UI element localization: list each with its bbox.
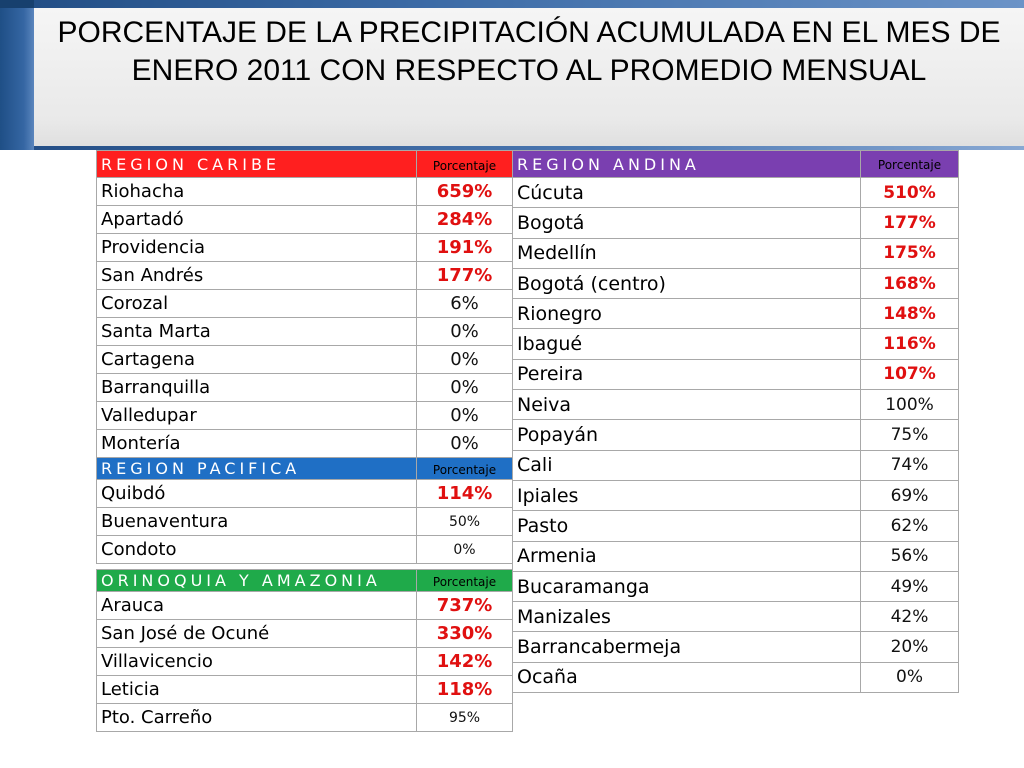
percent-value: 69% [861,480,959,510]
table-row [513,511,959,541]
city-name: Cúcuta [513,178,861,208]
pacifica-header-pct [417,458,513,480]
table-row [513,208,959,238]
table-row [97,178,513,206]
city-name: San Andrés [97,262,417,290]
pacifica-header-label [97,458,417,480]
table-row [513,329,959,359]
city-name: Providencia [97,234,417,262]
city-name: Leticia [97,676,417,704]
andina-header-label [513,151,861,178]
city-name: Santa Marta [97,318,417,346]
percent-value: 177% [861,208,959,238]
city-name: Barranquilla [97,374,417,402]
city-name: Apartadó [97,206,417,234]
table-row [513,268,959,298]
andina-header-row [513,151,959,178]
city-name: San José de Ocuné [97,620,417,648]
percent-value: 74% [861,450,959,480]
percent-value: 75% [861,420,959,450]
andina-region-name: REGION ANDINA [517,155,700,174]
table-row [97,592,513,620]
city-name: Neiva [513,390,861,420]
pacifica-region-name: REGION PACIFICA [101,459,301,478]
city-name: Ipiales [513,480,861,510]
city-name: Manizales [513,602,861,632]
percent-value: 142% [417,648,513,676]
percent-value: 42% [861,602,959,632]
table-row [97,676,513,704]
orinoquia-table [96,569,513,732]
percent-value: 177% [417,262,513,290]
table-row [97,206,513,234]
percent-value: 56% [861,541,959,571]
city-name: Armenia [513,541,861,571]
percent-value: 0% [417,402,513,430]
city-name: Ibagué [513,329,861,359]
pacifica-table [96,457,513,564]
city-name: Montería [97,430,417,458]
city-name: Condoto [97,536,417,564]
table-row [513,420,959,450]
title-top-strip [34,0,1024,8]
andina-table [512,150,959,693]
table-row [513,450,959,480]
table-row [97,262,513,290]
caribe-region-name: REGION CARIBE [101,154,281,174]
percent-value: 191% [417,234,513,262]
city-name: Cali [513,450,861,480]
city-name: Bogotá (centro) [513,268,861,298]
table-row [513,359,959,389]
percent-value: 175% [861,238,959,268]
percent-value: 168% [861,268,959,298]
percent-value: 49% [861,571,959,601]
percent-value: 107% [861,359,959,389]
city-name: Popayán [513,420,861,450]
table-row [97,536,513,564]
table-row [513,571,959,601]
table-row [97,318,513,346]
andina-header-pct [861,151,959,178]
percent-value: 50% [417,508,513,536]
caribe-pct-header: Porcentaje [432,158,497,173]
city-name: Pto. Carreño [97,704,417,732]
slide-left-accent-top [0,0,34,8]
percent-value: 0% [861,662,959,692]
caribe-header-row [97,151,513,178]
city-name: Pasto [513,511,861,541]
city-name: Villavicencio [97,648,417,676]
city-name: Bogotá [513,208,861,238]
table-row [97,234,513,262]
caribe-header-label [97,151,417,178]
percent-value: 0% [417,536,513,564]
city-name: Pereira [513,359,861,389]
city-name: Medellín [513,238,861,268]
table-row [513,480,959,510]
slide-left-accent-bar [0,0,34,150]
percent-value: 100% [861,390,959,420]
andina-pct-header: Porcentaje [877,158,942,172]
city-name: Arauca [97,592,417,620]
table-row [97,704,513,732]
city-name: Riohacha [97,178,417,206]
table-row [513,662,959,692]
percent-value: 116% [861,329,959,359]
percent-value: 284% [417,206,513,234]
table-row [97,290,513,318]
percent-value: 148% [861,299,959,329]
percent-value: 20% [861,632,959,662]
caribe-table [96,150,513,458]
city-name: Corozal [97,290,417,318]
orinoquia-header-label [97,570,417,592]
percent-value: 659% [417,178,513,206]
percent-value: 95% [417,704,513,732]
city-name: Quibdó [97,480,417,508]
percent-value: 510% [861,178,959,208]
table-row [97,402,513,430]
table-row [97,346,513,374]
table-row [513,632,959,662]
percent-value: 0% [417,374,513,402]
percent-value: 114% [417,480,513,508]
pacifica-pct-header: Porcentaje [432,463,497,477]
table-row [513,390,959,420]
orinoquia-pct-header: Porcentaje [432,575,497,589]
percent-value: 6% [417,290,513,318]
table-row [513,602,959,632]
table-row [97,508,513,536]
percent-value: 0% [417,346,513,374]
table-row [513,299,959,329]
city-name: Rionegro [513,299,861,329]
table-row [513,238,959,268]
table-row [513,541,959,571]
table-row [97,480,513,508]
table-row [97,430,513,458]
percent-value: 62% [861,511,959,541]
table-row [513,178,959,208]
city-name: Ocaña [513,662,861,692]
page-title: PORCENTAJE DE LA PRECIPITACIÓN ACUMULADA EN EL MES DE ENERO 2011 CON RESPECTO AL PROMEDIO MENSUAL [57,16,1001,87]
pacifica-header-row [97,458,513,480]
city-name: Valledupar [97,402,417,430]
caribe-header-pct [417,151,513,178]
city-name: Buenaventura [97,508,417,536]
city-name: Bucaramanga [513,571,861,601]
percent-value: 0% [417,430,513,458]
percent-value: 330% [417,620,513,648]
orinoquia-header-pct [417,570,513,592]
table-row [97,620,513,648]
orinoquia-header-row [97,570,513,592]
city-name: Cartagena [97,346,417,374]
table-row [97,374,513,402]
city-name: Barrancabermeja [513,632,861,662]
percent-value: 0% [417,318,513,346]
table-row [97,648,513,676]
percent-value: 118% [417,676,513,704]
orinoquia-region-name: ORINOQUIA Y AMAZONIA [101,571,381,590]
percent-value: 737% [417,592,513,620]
